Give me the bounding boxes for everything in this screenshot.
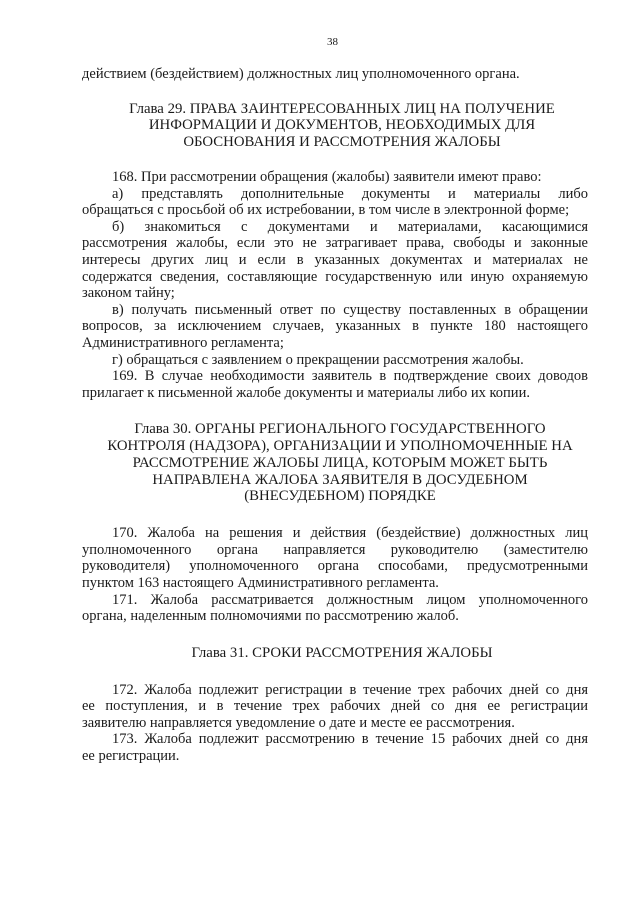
text-line: руководителя) уполномоченного органа способами, предусмотренными — [82, 558, 588, 575]
text-line: 168. При рассмотрении обращения (жалобы) заявители имеют право: — [112, 168, 542, 185]
text-line: ее регистрации. — [82, 748, 180, 765]
paragraph-170 — [82, 525, 588, 591]
chapter-29-heading — [82, 101, 588, 151]
page-content — [82, 66, 588, 765]
text-line: 173. Жалоба подлежит рассмотрению в течение 15 рабочих дней со дня — [112, 731, 588, 748]
text-line: обращаться с просьбой об их истребовании, в том числе в электронной форме; — [82, 202, 570, 219]
text-line: ее поступления, и в течение трех рабочих дней со дня ее регистрации — [82, 698, 588, 715]
heading-line: (ВНЕСУДЕБНОМ) ПОРЯДКЕ — [244, 488, 436, 505]
text-line: 169. В случае необходимости заявитель в подтверждение своих доводов — [112, 368, 588, 385]
chapter-31-heading — [82, 645, 588, 662]
text-line: б) знакомиться с документами и материалами, касающимися — [112, 218, 588, 235]
heading-line: Глава 30. ОРГАНЫ РЕГИОНАЛЬНОГО ГОСУДАРСТВЕННОГО — [134, 421, 546, 438]
text-line: заявителю направляется уведомление о дате и месте ее рассмотрения. — [82, 714, 515, 731]
text-line: уполномоченного органа направляется руководителю (заместителю — [82, 541, 588, 558]
paragraph-169 — [82, 368, 588, 401]
text-line: 171. Жалоба рассматривается должностным лицом уполномоченного — [112, 591, 588, 608]
heading-line: ОБОСНОВАНИЯ И РАССМОТРЕНИЯ ЖАЛОБЫ — [183, 134, 501, 151]
paragraph-172 — [82, 682, 588, 732]
heading-line: НАПРАВЛЕНА ЖАЛОБА ЗАЯВИТЕЛЯ В ДОСУДЕБНОМ — [152, 471, 528, 488]
text-line: рассмотрения жалобы, если это не затрагивает права, свободы и законные — [82, 235, 588, 252]
text-line: г) обращаться с заявлением о прекращении рассмотрения жалобы. — [112, 351, 524, 368]
text-line: а) представлять дополнительные документы и материалы либо — [112, 185, 588, 202]
page-number: 38 — [327, 36, 338, 48]
text-line: содержатся сведения, составляющие государственную или иную охраняемую — [82, 268, 588, 285]
text-line: пунктом 163 настоящего Административного регламента. — [82, 575, 439, 592]
text-line: в) получать письменный ответ по существу поставленных в обращении — [112, 301, 588, 318]
text-line: Административного регламента; — [82, 334, 284, 351]
text-line: вопросов, за исключением случаев, указанных в пункте 180 настоящего — [82, 318, 588, 335]
text-line: 170. Жалоба на решения и действия (бездействие) должностных лиц — [112, 525, 588, 542]
heading-line: КОНТРОЛЯ (НАДЗОРА), ОРГАНИЗАЦИИ И УПОЛНОМОЧЕННЫЕ НА — [107, 438, 573, 455]
text-line: интересы других лиц и если в указанных документах и материалах не — [82, 251, 588, 268]
text-line: прилагает к письменной жалобе документы и материалы либо их копии. — [82, 384, 530, 401]
text-line: 172. Жалоба подлежит регистрации в течение трех рабочих дней со дня — [112, 681, 588, 698]
text-line: законом тайну; — [82, 285, 175, 302]
paragraph-168 — [82, 169, 588, 368]
heading-line: Глава 31. СРОКИ РАССМОТРЕНИЯ ЖАЛОБЫ — [191, 644, 493, 661]
heading-line: РАССМОТРЕНИЕ ЖАЛОБЫ ЛИЦА, КОТОРЫМ МОЖЕТ БЫТЬ — [132, 454, 548, 471]
paragraph-173 — [82, 731, 588, 764]
intro-line: действием (бездействием) должностных лиц уполномоченного органа. — [82, 66, 520, 82]
heading-line: Глава 29. ПРАВА ЗАИНТЕРЕСОВАННЫХ ЛИЦ НА ПОЛУЧЕНИЕ — [129, 100, 555, 117]
heading-line: ИНФОРМАЦИИ И ДОКУМЕНТОВ, НЕОБХОДИМЫХ ДЛЯ — [148, 117, 536, 134]
paragraph-171 — [82, 592, 588, 625]
text-line: органа, наделенным полномочиями по рассмотрению жалоб. — [82, 608, 459, 625]
chapter-30-heading — [82, 421, 588, 505]
